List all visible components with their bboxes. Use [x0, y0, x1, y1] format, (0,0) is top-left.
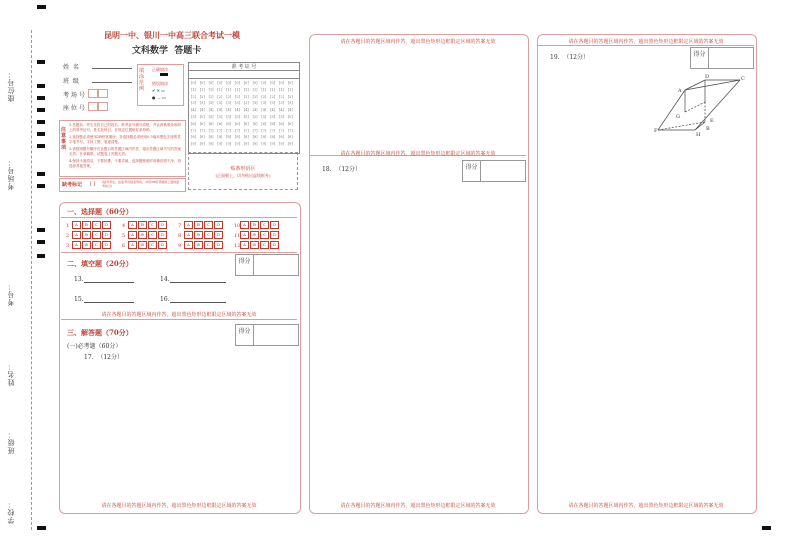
mcq-option-bubble[interactable]: D [270, 241, 279, 249]
exam-digit-bubble[interactable]: [9] [235, 142, 240, 147]
barcode-subtitle: (正面朝上，切勿贴出虚线框外) [215, 173, 271, 178]
exam-digit-bubble[interactable]: [6] [199, 121, 205, 126]
fill-sample-title: 填涂范例 [139, 68, 145, 92]
exam-digit-bubble[interactable]: [4] [191, 108, 196, 113]
q18-label: 18. （12分） [322, 166, 361, 173]
exam-digit-bubble[interactable]: [5] [235, 115, 240, 119]
exam-digit-bubble[interactable]: [2] [287, 94, 293, 99]
exam-digit-bubble[interactable]: [0] [279, 81, 284, 85]
exam-digit-bubble[interactable]: [4] [252, 108, 258, 113]
mcq-option-bubble[interactable]: D [158, 241, 167, 249]
corner-mark [37, 526, 46, 530]
exam-digit-bubble[interactable]: [1] [217, 87, 223, 92]
exam-number-title: 准 考 证 号 [189, 63, 299, 71]
timing-mark [37, 240, 45, 244]
exam-digit-bubble[interactable]: [0] [243, 81, 249, 85]
mcq-option-bubble[interactable]: D [102, 221, 111, 229]
mcq-number: 5 [122, 232, 126, 239]
mcq-option-bubble[interactable]: D [214, 231, 223, 239]
warning-text: 请在各题目的答题区域内作答，超出黑色矩形边框限定区域的答案无效 [340, 39, 496, 45]
exam-digit-bubble[interactable]: [7] [279, 128, 284, 133]
fill-item-15[interactable] [74, 296, 134, 303]
figure-label: E [710, 118, 714, 124]
exam-digit-bubble[interactable]: [2] [208, 94, 214, 99]
exam-digit-bubble[interactable]: [4] [235, 108, 240, 113]
exam-digit-bubble[interactable]: [1] [199, 87, 205, 92]
exam-digit-bubble[interactable]: [0] [208, 81, 214, 85]
exam-digit-bubble[interactable]: [8] [243, 135, 249, 140]
corner-mark [762, 526, 771, 530]
exam-digit-bubble[interactable]: [6] [243, 121, 249, 126]
mcq-option-bubble[interactable]: C [260, 221, 269, 229]
fill-sample-box [137, 64, 184, 106]
exam-digit-bubble[interactable]: [9] [287, 142, 293, 147]
seat-no-side-label: 座位号： [7, 70, 15, 102]
warning-text: 请在各题目的答题区域内作答，超出黑色矩形边框限定区域的答案无效 [340, 503, 496, 509]
section1-divider [61, 217, 297, 218]
section2-title: 二、填空题（20分） [67, 259, 133, 268]
section3-subtitle: (一)必考题（60分） [67, 343, 122, 350]
note-line: 2.选择题必须使用2B铅笔填涂；非选择题必须使用0.5毫米黑色字迹的签字笔书写，字体工整、笔迹清楚。 [69, 135, 181, 144]
timing-mark [37, 132, 45, 136]
name-side-label: 姓名： [7, 362, 15, 386]
class-label: 班 级 [63, 78, 79, 85]
wrong-fill-examples-2: ● — ▭ [152, 95, 166, 100]
exam-digit-bubble[interactable]: [2] [235, 94, 240, 99]
mcq-option-bubble[interactable]: B [82, 221, 91, 229]
warning-text: 请在各题目的答题区域内作答，超出黑色矩形边框限定区域的答案无效 [101, 312, 257, 318]
warning-text: 请在各题目的答题区域内作答，超出黑色矩形边框限定区域的答案无效 [568, 503, 724, 509]
score-box-s2[interactable] [235, 254, 299, 276]
exam-digit-bubble[interactable]: [9] [217, 142, 223, 147]
mcq-option-bubble[interactable]: D [214, 221, 223, 229]
exam-digit-bubble[interactable]: [3] [208, 101, 214, 106]
exam-digit-bubble[interactable]: [6] [287, 121, 293, 126]
figure-label: G [676, 114, 680, 120]
exam-digit-bubble[interactable]: [5] [208, 115, 214, 119]
mcq-option-bubble[interactable]: C [92, 241, 101, 249]
mcq-option-bubble[interactable]: A [128, 241, 137, 249]
exam-digit-bubble[interactable]: [3] [270, 101, 276, 106]
mcq-option-bubble[interactable]: C [260, 231, 269, 239]
mcq-option-bubble[interactable]: B [250, 221, 259, 229]
mcq-option-bubble[interactable]: B [250, 241, 259, 249]
exam-digit-bubble[interactable]: [4] [243, 108, 249, 113]
mcq-option-bubble[interactable]: B [250, 231, 259, 239]
exam-digit-bubble[interactable]: [7] [191, 128, 196, 133]
exam-digit-bubble[interactable]: [8] [217, 135, 223, 140]
exam-digit-bubble[interactable]: [9] [243, 142, 249, 147]
exam-digit-bubble[interactable]: [6] [261, 121, 267, 126]
absent-label: 缺考标记 [62, 182, 83, 188]
mcq-option-bubble[interactable]: A [72, 241, 81, 249]
exam-digit-bubble[interactable]: [1] [270, 87, 276, 92]
exam-digit-bubble[interactable]: [0] [235, 81, 240, 85]
figure-label: D [705, 74, 710, 80]
exam-digit-bubble[interactable]: [3] [217, 101, 223, 106]
seat-box[interactable] [98, 102, 108, 111]
barcode-area [188, 152, 298, 190]
mcq-number: 10 [234, 222, 241, 229]
score-box-s3[interactable] [235, 324, 299, 346]
exam-digit-bubble[interactable]: [5] [279, 115, 284, 119]
warning-text: 请在各题目的答题区域内作答，超出黑色矩形边框限定区域的答案无效 [101, 503, 257, 509]
exam-digit-bubble[interactable]: [9] [252, 142, 258, 147]
absent-note: (缺考考生，由监考员贴条形码，并用2B铅笔填涂上面的缺考标记) [102, 180, 180, 188]
exam-digit-bubble[interactable]: [4] [226, 108, 232, 113]
timing-mark [37, 108, 45, 112]
mcq-option-bubble[interactable]: B [138, 221, 147, 229]
mcq-question-row[interactable] [122, 231, 168, 239]
exam-digit-bubble[interactable]: [8] [270, 135, 276, 140]
exam-digit-bubble[interactable]: [6] [279, 121, 284, 126]
warning-text: 请在各题目的答题区域内作答，超出黑色矩形边框限定区域的答案无效 [340, 151, 496, 157]
mcq-option-bubble[interactable]: C [148, 221, 157, 229]
exam-digit-bubble[interactable]: [0] [191, 81, 196, 85]
prism-figure [650, 70, 750, 140]
room-label: 考 场 号 [63, 92, 85, 99]
exam-digit-bubble[interactable]: [8] [287, 135, 293, 140]
mcq-option-bubble[interactable]: A [128, 221, 137, 229]
timing-mark [37, 254, 45, 258]
exam-digit-bubble[interactable]: [1] [287, 87, 293, 92]
exam-digit-bubble[interactable]: [9] [270, 142, 276, 147]
exam-digit-bubble[interactable]: [0] [270, 81, 276, 85]
mcq-option-bubble[interactable]: D [158, 221, 167, 229]
col3-top-divider [538, 45, 754, 46]
timing-mark [37, 96, 45, 100]
exam-digit-bubble[interactable]: [3] [226, 101, 232, 106]
exam-digit-bubble[interactable]: [0] [252, 81, 258, 85]
exam-digit-bubble[interactable]: [8] [261, 135, 267, 140]
exam-digit-bubble[interactable]: [3] [252, 101, 258, 106]
exam-digit-bubble[interactable]: [5] [226, 115, 232, 119]
exam-digit-bubble[interactable]: [5] [191, 115, 196, 119]
exam-digit-bubble[interactable]: [2] [261, 94, 267, 99]
figure-label: F [654, 128, 658, 134]
exam-digit-bubble[interactable]: [4] [270, 108, 276, 113]
exam-digit-bubble[interactable]: [2] [217, 94, 223, 99]
corner-mark [37, 5, 46, 9]
warning-text: 请在各题目的答题区域内作答，超出黑色矩形边框限定区域的答案无效 [568, 39, 724, 45]
mcq-number: 9 [178, 242, 182, 249]
mcq-option-bubble[interactable]: A [240, 241, 249, 249]
mcq-number: 7 [178, 222, 182, 229]
mcq-question-row[interactable] [122, 241, 168, 249]
section2-divider [61, 252, 297, 253]
figure-label: C [741, 76, 745, 82]
exam-digit-bubble[interactable]: [6] [235, 121, 240, 126]
mcq-option-bubble[interactable]: C [260, 241, 269, 249]
fill-item-label: 15. [74, 296, 84, 303]
exam-digit-bubble[interactable]: [4] [287, 108, 293, 113]
mcq-option-bubble[interactable]: A [184, 221, 193, 229]
exam-digit-bubble[interactable]: [4] [261, 108, 267, 113]
score-label: 得分 [236, 255, 254, 275]
mcq-option-bubble[interactable]: C [148, 231, 157, 239]
exam-digit-bubble[interactable]: [1] [208, 87, 214, 92]
exam-digit-bubble[interactable]: [8] [208, 135, 214, 140]
mcq-question-row[interactable] [122, 221, 168, 229]
exam-digit-bubble[interactable]: [7] [243, 128, 249, 133]
mcq-option-bubble[interactable]: B [194, 231, 203, 239]
exam-digit-bubble[interactable]: [2] [226, 94, 232, 99]
mcq-number: 8 [178, 232, 182, 239]
figure-label: B [706, 126, 710, 132]
score-box-q19[interactable] [690, 47, 754, 69]
class-side-label: 班级： [7, 430, 15, 454]
exam-no-side-label: 考号： [7, 282, 15, 306]
exam-digit-bubble[interactable]: [3] [261, 101, 267, 106]
mcq-question-row[interactable] [178, 241, 224, 249]
note-line: 4.保持卡面清洁，不要折叠、不要弄破，选择题修改时用橡皮擦干净，再选涂其他答案。 [69, 159, 181, 168]
mcq-question-row[interactable] [66, 231, 112, 239]
exam-digit-bubble[interactable]: [6] [217, 121, 223, 126]
exam-digit-bubble[interactable]: [9] [208, 142, 214, 147]
mcq-number: 11 [234, 232, 241, 239]
timing-mark [37, 172, 45, 176]
mcq-question-row[interactable] [178, 221, 224, 229]
mcq-option-bubble[interactable]: D [214, 241, 223, 249]
mcq-option-bubble[interactable]: B [194, 241, 203, 249]
mcq-option-bubble[interactable]: A [72, 221, 81, 229]
exam-digit-bubble[interactable]: [5] [261, 115, 267, 119]
exam-digit-bubble[interactable]: [8] [226, 135, 232, 140]
exam-digit-bubble[interactable]: [1] [226, 87, 232, 92]
mcq-option-bubble[interactable]: C [92, 231, 101, 239]
correct-fill-label: 正确填涂 [152, 67, 168, 72]
notes-box [59, 120, 186, 177]
exam-digit-bubble[interactable]: [3] [243, 101, 249, 106]
exam-number-bubbles[interactable] [191, 81, 297, 151]
exam-digit-bubble[interactable]: [5] [270, 115, 276, 119]
exam-digit-bubble[interactable]: [3] [287, 101, 293, 106]
mcq-option-bubble[interactable]: D [102, 231, 111, 239]
mcq-number: 12 [234, 242, 241, 249]
mcq-question-row[interactable] [66, 241, 112, 249]
exam-digit-bubble[interactable]: [2] [199, 94, 205, 99]
note-line: 3.请按照题号顺序在各题目的答题区域内作答，超出答题区域书写的答案无效；在草稿纸、试题卷上答题无效。 [69, 147, 181, 156]
note-line: 1.答题前，考生先将自己的姓名、准考证号填写清楚，并认真核准条形码上的准考证号、姓名及科目，在规定位置贴好条形码。 [69, 123, 181, 132]
exam-digit-bubble[interactable]: [0] [287, 81, 293, 85]
exam-digit-bubble[interactable]: [5] [199, 115, 205, 119]
exam-digit-bubble[interactable]: [7] [208, 128, 214, 133]
score-box-q18[interactable] [462, 160, 526, 182]
exam-digit-bubble[interactable]: [1] [261, 87, 267, 92]
exam-digit-bubble[interactable]: [8] [279, 135, 284, 140]
room-box[interactable] [98, 89, 108, 98]
absent-bracket[interactable]: [ ] [90, 181, 96, 187]
exam-digit-bubble[interactable]: [2] [191, 94, 196, 99]
exam-digit-bubble[interactable]: [7] [217, 128, 223, 133]
exam-digit-bubble[interactable]: [5] [252, 115, 258, 119]
binding-line [31, 30, 32, 530]
room-box[interactable] [88, 89, 98, 98]
seat-box[interactable] [88, 102, 98, 111]
exam-number-write-row[interactable] [189, 71, 299, 79]
exam-digit-bubble[interactable]: [7] [261, 128, 267, 133]
exam-digit-bubble[interactable]: [4] [208, 108, 214, 113]
mcq-option-bubble[interactable]: B [82, 241, 91, 249]
mcq-option-bubble[interactable]: C [92, 221, 101, 229]
exam-digit-bubble[interactable]: [7] [226, 128, 232, 133]
mcq-option-bubble[interactable]: A [128, 231, 137, 239]
wrong-fill-examples: ✔ ✕ ▭ [152, 88, 166, 93]
score-label: 得分 [463, 161, 481, 181]
exam-digit-bubble[interactable]: [6] [191, 121, 196, 126]
exam-digit-bubble[interactable]: [6] [226, 121, 232, 126]
exam-digit-bubble[interactable]: [2] [243, 94, 249, 99]
school-side-label: 学校： [7, 500, 15, 524]
exam-digit-bubble[interactable]: [8] [191, 135, 196, 140]
exam-digit-bubble[interactable]: [4] [217, 108, 223, 113]
exam-digit-bubble[interactable]: [2] [270, 94, 276, 99]
class-line[interactable] [92, 82, 132, 83]
exam-digit-bubble[interactable]: [4] [199, 108, 205, 113]
school-title: 昆明一中、银川一中高三联合考试一模 [104, 30, 240, 40]
exam-digit-bubble[interactable]: [2] [252, 94, 258, 99]
mcq-option-bubble[interactable]: A [240, 231, 249, 239]
mcq-option-bubble[interactable]: A [240, 221, 249, 229]
fill-item-label: 13. [74, 276, 84, 283]
mcq-option-bubble[interactable]: B [82, 231, 91, 239]
fill-item-label: 16. [160, 296, 170, 303]
exam-digit-bubble[interactable]: [6] [252, 121, 258, 126]
exam-digit-bubble[interactable]: [3] [191, 101, 196, 106]
fill-item-label: 14. [160, 276, 170, 283]
correct-fill-mark [160, 73, 168, 76]
timing-mark [37, 84, 45, 88]
score-label: 得分 [236, 325, 254, 345]
mcq-option-bubble[interactable]: B [138, 231, 147, 239]
notes-title: 注意事项 [61, 127, 67, 151]
exam-digit-bubble[interactable]: [2] [279, 94, 284, 99]
exam-digit-bubble[interactable]: [9] [191, 142, 196, 147]
mcq-option-bubble[interactable]: A [184, 231, 193, 239]
exam-digit-bubble[interactable]: [3] [199, 101, 205, 106]
figure-label: H [696, 132, 701, 138]
exam-digit-bubble[interactable]: [9] [226, 142, 232, 147]
section3-divider [61, 319, 297, 320]
mcq-number: 1 [66, 222, 70, 229]
mcq-question-row[interactable] [178, 231, 224, 239]
exam-digit-bubble[interactable]: [9] [261, 142, 267, 147]
exam-digit-bubble[interactable]: [9] [279, 142, 284, 147]
q19-label: 19. （12分） [550, 54, 589, 61]
mcq-option-bubble[interactable]: D [270, 221, 279, 229]
fill-item-13[interactable] [74, 276, 134, 283]
mcq-number: 6 [122, 242, 126, 249]
exam-digit-bubble[interactable]: [7] [270, 128, 276, 133]
mcq-number: 3 [66, 242, 70, 249]
exam-digit-bubble[interactable]: [8] [235, 135, 240, 140]
exam-digit-bubble[interactable]: [3] [279, 101, 284, 106]
fill-item-14[interactable] [160, 276, 226, 283]
name-label: 姓 名 [63, 64, 79, 71]
mcq-number: 4 [122, 222, 126, 229]
mcq-option-bubble[interactable]: D [270, 231, 279, 239]
mcq-question-row[interactable] [234, 241, 280, 249]
exam-digit-bubble[interactable]: [7] [252, 128, 258, 133]
mcq-option-bubble[interactable]: C [204, 231, 213, 239]
timing-mark [37, 184, 45, 188]
mcq-question-row[interactable] [234, 231, 280, 239]
room-no-side-label: 考场号： [7, 158, 15, 190]
exam-number-grid[interactable] [188, 62, 300, 154]
answer-panel-col2 [309, 34, 529, 514]
exam-digit-bubble[interactable]: [5] [243, 115, 249, 119]
mcq-option-bubble[interactable]: C [148, 241, 157, 249]
exam-digit-bubble[interactable]: [6] [208, 121, 214, 126]
mcq-question-row[interactable] [234, 221, 280, 229]
mcq-option-bubble[interactable]: A [184, 241, 193, 249]
exam-digit-bubble[interactable]: [3] [235, 101, 240, 106]
mcq-option-bubble[interactable]: D [102, 241, 111, 249]
mcq-question-row[interactable] [66, 221, 112, 229]
mcq-option-bubble[interactable]: A [72, 231, 81, 239]
score-label: 得分 [691, 48, 709, 68]
timing-mark [37, 120, 45, 124]
exam-digit-bubble[interactable]: [6] [270, 121, 276, 126]
mcq-number: 2 [66, 232, 70, 239]
name-line[interactable] [92, 68, 132, 69]
exam-digit-bubble[interactable]: [8] [252, 135, 258, 140]
barcode-title: 贴条形码区 [230, 166, 256, 172]
q17-label: 17. （12分） [84, 354, 123, 361]
figure-label: A [678, 88, 682, 94]
exam-digit-bubble[interactable]: [8] [199, 135, 205, 140]
exam-digit-bubble[interactable]: [7] [287, 128, 293, 133]
exam-digit-bubble[interactable]: [1] [191, 87, 196, 92]
exam-digit-bubble[interactable]: [0] [217, 81, 223, 85]
mcq-option-bubble[interactable]: B [194, 221, 203, 229]
exam-digit-bubble[interactable]: [7] [199, 128, 205, 133]
section1-title: 一、选择题（60分） [67, 207, 133, 216]
mcq-option-bubble[interactable]: C [204, 221, 213, 229]
exam-digit-bubble[interactable]: [1] [252, 87, 258, 92]
fill-item-16[interactable] [160, 296, 226, 303]
section3-title: 三、解答题（70分） [67, 328, 133, 337]
exam-digit-bubble[interactable]: [7] [235, 128, 240, 133]
exam-digit-bubble[interactable]: [0] [226, 81, 232, 85]
absent-box[interactable] [59, 178, 186, 192]
exam-digit-bubble[interactable]: [1] [235, 87, 240, 92]
mcq-option-bubble[interactable]: D [158, 231, 167, 239]
timing-mark [37, 228, 45, 232]
mcq-option-bubble[interactable]: B [138, 241, 147, 249]
exam-digit-bubble[interactable]: [1] [279, 87, 284, 92]
timing-mark [37, 60, 45, 64]
exam-digit-bubble[interactable]: [4] [279, 108, 284, 113]
exam-digit-bubble[interactable]: [0] [261, 81, 267, 85]
timing-mark [37, 144, 45, 148]
seat-label: 座 位 号 [63, 105, 85, 112]
exam-digit-bubble[interactable]: [5] [287, 115, 293, 119]
mcq-option-bubble[interactable]: C [204, 241, 213, 249]
exam-digit-bubble[interactable]: [1] [243, 87, 249, 92]
exam-digit-bubble[interactable]: [5] [217, 115, 223, 119]
subject-title: 文科数学 答题卡 [132, 46, 202, 56]
wrong-fill-label: 错误填涂 [152, 81, 168, 86]
exam-digit-bubble[interactable]: [9] [199, 142, 205, 147]
exam-digit-bubble[interactable]: [0] [199, 81, 205, 85]
